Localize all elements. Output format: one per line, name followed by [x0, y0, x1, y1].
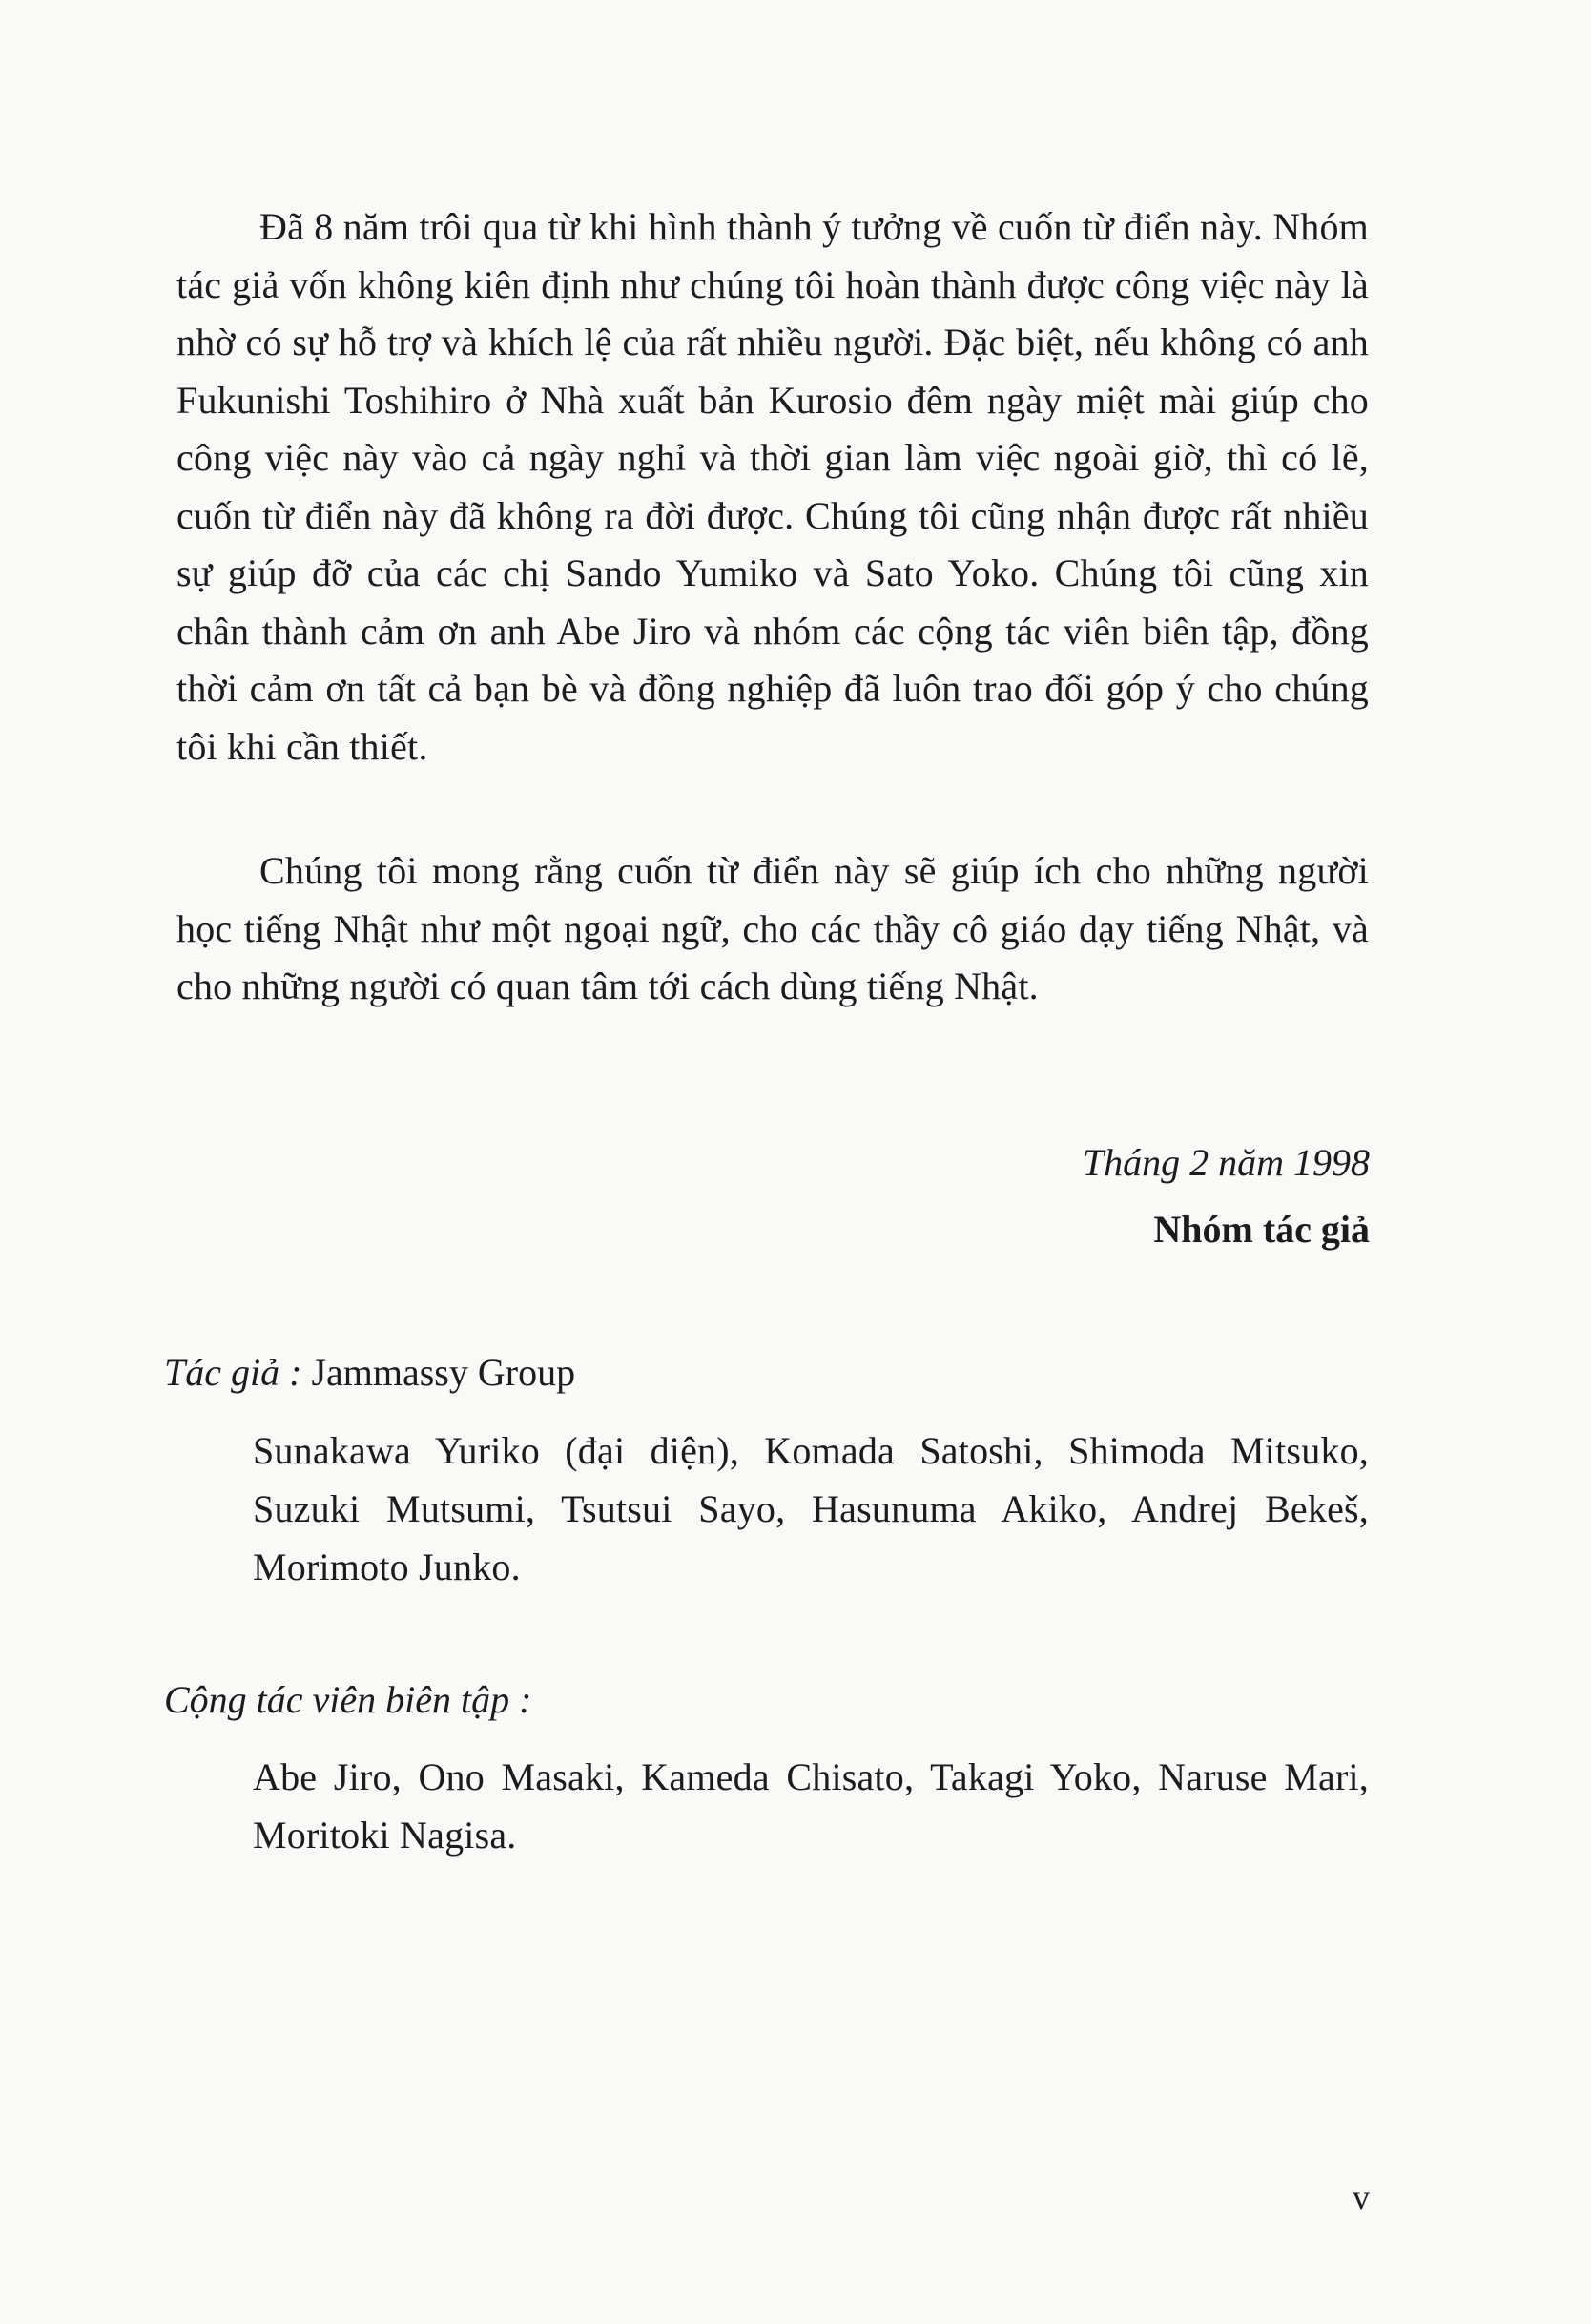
paragraph-text: Chúng tôi mong rằng cuốn từ điển này sẽ giúp ích cho những người học tiếng Nhật như một ngoại ngữ, cho các thầy cô giáo dạy tiếng Nhật, và cho những người có quan tâm tới cách dùng tiếng Nhật.	[176, 849, 1369, 1007]
preface-date: Tháng 2 năm 1998	[1082, 1141, 1370, 1184]
paragraph-text: Đã 8 năm trôi qua từ khi hình thành ý tưởng về cuốn từ điển này. Nhóm tác giả vốn không kiên định như chúng tôi hoàn thành được công việc này là nhờ có sự hỗ trợ và khích lệ của rất nhiều người. Đặc biệt, nếu không có anh Fukunishi Toshihiro ở Nhà xuất bản Kurosio đêm ngày miệt mài giúp cho công việc này vào cả ngày nghỉ và thời gian làm việc ngoài giờ, thì có lẽ, cuốn từ điển này đã không ra đời được. Chúng tôi cũng nhận được rất nhiều sự giúp đỡ của các chị Sando Yumiko và Sato Yoko. Chúng tôi cũng xin chân thành cảm ơn anh Abe Jiro và nhóm các cộng tác viên biên tập, đồng thời cảm ơn tất cả bạn bè và đồng nghiệp đã luôn trao đổi góp ý cho chúng tôi khi cần thiết.	[176, 205, 1369, 768]
preface-paragraph-2	[176, 842, 1369, 1016]
editors-label: Cộng tác viên biên tập :	[164, 1678, 532, 1721]
authors-label: Tác giả :	[164, 1351, 302, 1394]
authors-heading	[164, 1350, 575, 1395]
page-number: v	[1353, 2178, 1370, 2216]
preface-paragraph-1	[176, 198, 1369, 776]
authors-group: Jammassy Group	[311, 1351, 576, 1394]
authors-list: Sunakawa Yuriko (đại diện), Komada Satoshi, Shimoda Mitsuko, Suzuki Mutsumi, Tsutsui Sayo, Hasunuma Akiko, Andrej Bekeš, Morimoto Junko.	[253, 1429, 1369, 1588]
editors-heading	[164, 1677, 531, 1722]
editors-list: Abe Jiro, Ono Masaki, Kameda Chisato, Takagi Yoko, Naruse Mari, Moritoki Nagisa.	[253, 1755, 1369, 1857]
preface-signature: Nhóm tác giả	[1153, 1208, 1370, 1251]
